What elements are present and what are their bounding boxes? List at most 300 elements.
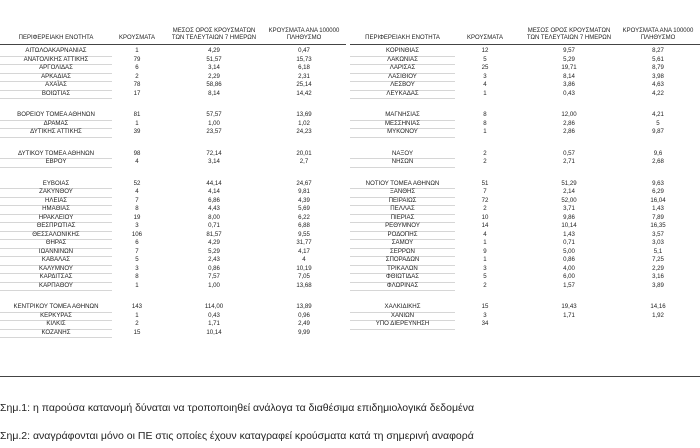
- avg7-cell: 5,29: [563, 55, 575, 63]
- table-row: [0, 273, 346, 282]
- region-cell: ΚΕΡΚΥΡΑΣ: [0, 312, 112, 322]
- note-1: Σημ.1: η παρούσα κατανομή δύναται να τροποποιηθεί ανάλογα τα διαθέσιμα επιδημιολογικά δεδομένα: [0, 402, 475, 414]
- region-cell: ΗΛΕΙΑΣ: [0, 197, 112, 207]
- per100k-cell: 3,03: [652, 239, 664, 246]
- region-cell: ΛΕΥΚΑΔΑΣ: [350, 90, 455, 100]
- avg7-cell: 2,71: [563, 158, 575, 165]
- avg7-cell: 5,29: [208, 247, 220, 255]
- avg7-cell: 12,00: [561, 111, 577, 118]
- region-cell: ΚΑΡΠΑΘΟΥ: [0, 282, 112, 292]
- avg7-cell: 0,86: [208, 264, 220, 272]
- per100k-cell: 9,6: [653, 149, 663, 157]
- per100k-cell: 2,49: [298, 320, 310, 327]
- region-cell: ΑΝΑΤΟΛΙΚΗΣ ΑΤΤΙΚΗΣ: [0, 56, 112, 66]
- group-spacer: [350, 167, 700, 180]
- per100k-cell: 4: [302, 256, 306, 263]
- avg7-cell: 4,29: [208, 47, 220, 54]
- cases-cell: 98: [133, 149, 141, 157]
- region-cell: ΒΟΡΕΙΟΥ ΤΟΜΕΑ ΑΘΗΝΩΝ: [0, 111, 112, 121]
- per100k-cell: 13,68: [296, 281, 312, 289]
- region-cell: ΦΛΩΡΙΝΑΣ: [350, 282, 455, 292]
- table-row: [0, 265, 346, 274]
- region-cell: ΣΠΟΡΑΔΩΝ: [350, 256, 455, 266]
- cases-cell: 15: [481, 303, 489, 310]
- per100k-cell: 4,22: [652, 89, 664, 97]
- per100k-cell: 4,21: [652, 111, 664, 118]
- cases-cell: 79: [133, 55, 141, 63]
- cases-cell: 12: [481, 47, 489, 54]
- per100k-cell: 3,98: [652, 72, 664, 80]
- per100k-cell: 4,17: [298, 247, 310, 255]
- table-row: [0, 282, 346, 291]
- cases-cell: 2: [483, 158, 487, 165]
- cases-cell: 5: [483, 273, 487, 280]
- per100k-cell: 31,77: [296, 239, 312, 246]
- cases-cell: 8: [135, 273, 139, 280]
- region-cell: ΕΒΡΟΥ: [0, 158, 112, 168]
- region-cell: ΜΑΓΝΗΣΙΑΣ: [350, 111, 455, 121]
- avg7-cell: 4,29: [208, 239, 220, 246]
- region-cell: ΔΡΑΜΑΣ: [0, 120, 112, 130]
- region-cell: ΗΜΑΘΙΑΣ: [0, 205, 112, 215]
- per100k-cell: 0,47: [298, 47, 310, 54]
- per100k-cell: 14,16: [650, 303, 666, 310]
- avg7-cell: 8,00: [208, 213, 220, 221]
- cases-cell: 7: [135, 196, 139, 204]
- avg7-cell: 72,14: [206, 149, 222, 157]
- table-row: [0, 56, 346, 65]
- avg7-cell: 10,14: [561, 222, 577, 229]
- region-cell: ΧΑΛΚΙΔΙΚΗΣ: [350, 303, 455, 313]
- note-2: Σημ.2: αναγράφονται μόνο οι ΠΕ στις οποίες έχουν καταγραφεί κρούσματα κατά τη σημερινή αναφορά: [0, 430, 474, 442]
- cases-cell: 5: [483, 55, 487, 63]
- region-cell: ΜΕΣΣΗΝΙΑΣ: [350, 120, 455, 130]
- avg7-cell: 3,14: [208, 64, 220, 71]
- table-row: [0, 205, 346, 214]
- header-avg7: ΜΕΣΟΣ ΟΡΟΣ ΚΡΟΥΣΜΑΤΩΝ ΤΩΝ ΤΕΛΕΥΤΑΙΩΝ 7 ΗΜΕΡΩΝ: [526, 28, 612, 42]
- table-row: [0, 197, 346, 206]
- table-row: [0, 111, 346, 120]
- region-cell: ΒΟΙΩΤΙΑΣ: [0, 90, 112, 100]
- table-row: [350, 56, 700, 65]
- region-cell: ΙΩΑΝΝΙΝΩΝ: [0, 248, 112, 258]
- cases-cell: 1: [135, 47, 139, 54]
- cases-cell: 9: [483, 247, 487, 255]
- header-cases: ΚΡΟΥΣΜΑΤΑ: [119, 35, 155, 42]
- cases-cell: 3: [483, 72, 487, 80]
- region-cell: ΝΗΣΩΝ: [350, 158, 455, 168]
- per100k-cell: 9,99: [298, 328, 310, 336]
- cases-cell: 8: [483, 111, 487, 118]
- header-region: ΠΕΡΙΦΕΡΕΙΑΚΗ ΕΝΟΤΗΤΑ: [18, 35, 94, 42]
- region-cell: ΑΧΑΪΑΣ: [0, 81, 112, 91]
- table-row: [350, 231, 700, 240]
- table-row: [350, 248, 700, 257]
- header-divider: [350, 44, 700, 45]
- avg7-cell: 58,86: [206, 81, 222, 88]
- avg7-cell: 1,71: [208, 320, 220, 327]
- region-cell: ΚΙΛΚΙΣ: [0, 320, 112, 330]
- per100k-cell: 20,01: [296, 149, 312, 157]
- cases-cell: 2: [135, 320, 139, 327]
- avg7-cell: 1,57: [563, 281, 575, 289]
- per100k-cell: 5,69: [298, 205, 310, 212]
- avg7-cell: 19,43: [561, 303, 577, 310]
- avg7-cell: 6,00: [563, 273, 575, 280]
- region-cell: ΖΑΚΥΝΘΟΥ: [0, 188, 112, 198]
- region-cell: ΠΕΛΛΑΣ: [350, 205, 455, 215]
- table-row: [0, 214, 346, 223]
- table-row: [350, 158, 700, 167]
- region-cell: ΜΥΚΟΝΟΥ: [350, 128, 455, 138]
- avg7-cell: 4,00: [563, 264, 575, 272]
- cases-cell: 17: [133, 89, 141, 97]
- per100k-cell: 7,25: [652, 256, 664, 263]
- per100k-cell: 9,81: [298, 188, 310, 195]
- region-cell: ΡΟΔΟΠΗΣ: [350, 231, 455, 241]
- per100k-cell: 2,68: [652, 158, 664, 165]
- table-row: [350, 256, 700, 265]
- region-cell: ΛΑΣΙΘΙΟΥ: [350, 73, 455, 83]
- cases-cell: 2: [135, 72, 139, 80]
- group-spacer: [350, 137, 700, 150]
- cases-cell: 3: [135, 264, 139, 272]
- avg7-cell: 1,00: [208, 119, 220, 127]
- cases-cell: 7: [135, 247, 139, 255]
- avg7-cell: 51,29: [561, 179, 577, 187]
- table-row: [350, 188, 700, 197]
- cases-cell: 3: [483, 311, 487, 319]
- group-spacer: [0, 137, 346, 150]
- cases-cell: 25: [481, 64, 489, 71]
- region-cell: ΝΑΞΟΥ: [350, 150, 455, 160]
- per100k-cell: 2,7: [299, 158, 309, 165]
- per100k-cell: 6,18: [298, 64, 310, 71]
- cases-cell: 106: [131, 230, 143, 238]
- region-cell: ΗΡΑΚΛΕΙΟΥ: [0, 214, 112, 224]
- table-row: [350, 73, 700, 82]
- table-row: [350, 265, 700, 274]
- table-row: [350, 273, 700, 282]
- avg7-cell: 23,57: [206, 128, 222, 135]
- per100k-cell: 6,29: [652, 188, 664, 195]
- table-row: [0, 158, 346, 167]
- region-cell: ΡΕΘΥΜΝΟΥ: [350, 222, 455, 232]
- cases-cell: 3: [483, 264, 487, 272]
- avg7-cell: 0,86: [563, 256, 575, 263]
- table-row: [350, 120, 700, 129]
- region-cell: ΑΡΚΑΔΙΑΣ: [0, 73, 112, 83]
- per100k-cell: 8,79: [652, 64, 664, 71]
- table-row: [0, 239, 346, 248]
- table-row: [0, 320, 346, 329]
- region-cell: ΘΕΣΣΑΛΟΝΙΚΗΣ: [0, 231, 112, 241]
- header-divider: [0, 44, 346, 45]
- cases-cell: 15: [133, 328, 141, 336]
- cases-cell: 1: [483, 256, 487, 263]
- right-table-header: [350, 12, 700, 44]
- region-cell: ΕΥΒΟΙΑΣ: [0, 180, 112, 190]
- table-row: [0, 329, 346, 338]
- table-row: [0, 128, 346, 137]
- per100k-cell: 6,22: [298, 213, 310, 221]
- per100k-cell: 4,39: [298, 196, 310, 204]
- table-row: [0, 120, 346, 129]
- per100k-cell: 13,89: [296, 303, 312, 310]
- avg7-cell: 57,57: [206, 111, 222, 118]
- per100k-cell: 8,27: [652, 47, 664, 54]
- per100k-cell: 15,73: [296, 55, 312, 63]
- table-row: [350, 303, 700, 312]
- group-spacer: [0, 98, 346, 111]
- table-row: [0, 256, 346, 265]
- region-cell: ΚΕΝΤΡΙΚΟΥ ΤΟΜΕΑ ΑΘΗΝΩΝ: [0, 303, 112, 313]
- avg7-cell: 2,29: [208, 72, 220, 80]
- table-row: [350, 128, 700, 137]
- right-table: [350, 12, 700, 329]
- avg7-cell: 114,00: [204, 303, 224, 310]
- avg7-cell: 0,71: [563, 239, 575, 246]
- table-row: [350, 205, 700, 214]
- per100k-cell: 7,89: [652, 213, 664, 221]
- table-row: [350, 64, 700, 73]
- region-cell: ΧΑΝΙΩΝ: [350, 312, 455, 322]
- per100k-cell: 9,87: [652, 128, 664, 135]
- table-row: [0, 231, 346, 240]
- cases-cell: 7: [483, 188, 487, 195]
- table-row: [0, 64, 346, 73]
- left-table-header: [0, 12, 346, 44]
- avg7-cell: 8,14: [208, 89, 220, 97]
- per100k-cell: 5,1: [653, 247, 663, 255]
- table-row: [350, 81, 700, 90]
- avg7-cell: 0,57: [563, 149, 575, 157]
- table-row: [0, 312, 346, 321]
- cases-cell: 4: [483, 81, 487, 88]
- table-row: [350, 111, 700, 120]
- cases-cell: 1: [135, 281, 139, 289]
- per100k-cell: 3,16: [652, 273, 664, 280]
- avg7-cell: 6,86: [208, 196, 220, 204]
- avg7-cell: 7,57: [208, 273, 220, 280]
- region-cell: ΣΑΜΟΥ: [350, 239, 455, 249]
- avg7-cell: 52,00: [561, 196, 577, 204]
- cases-cell: 6: [135, 239, 139, 246]
- cases-cell: 6: [135, 64, 139, 71]
- table-row: [0, 90, 346, 99]
- avg7-cell: 10,14: [206, 328, 222, 336]
- avg7-cell: 19,71: [561, 64, 577, 71]
- region-cell: ΚΑΛΥΜΝΟΥ: [0, 265, 112, 275]
- table-row: [350, 180, 700, 189]
- table-row: [0, 222, 346, 231]
- region-cell: ΚΟΖΑΝΗΣ: [0, 329, 112, 339]
- table-row: [0, 303, 346, 312]
- per100k-cell: 24,23: [296, 128, 312, 135]
- avg7-cell: 2,86: [563, 119, 575, 127]
- avg7-cell: 3,71: [563, 205, 575, 212]
- per100k-cell: 4,63: [652, 81, 664, 88]
- table-row: [350, 239, 700, 248]
- avg7-cell: 9,86: [563, 213, 575, 221]
- avg7-cell: 81,57: [206, 230, 222, 238]
- avg7-cell: 1,71: [563, 311, 575, 319]
- cases-cell: 4: [483, 230, 487, 238]
- per100k-cell: 9,63: [652, 179, 664, 187]
- avg7-cell: 9,57: [563, 47, 575, 54]
- header-cases: ΚΡΟΥΣΜΑΤΑ: [467, 35, 503, 42]
- per100k-cell: 9,55: [298, 230, 310, 238]
- left-table-body: [0, 47, 346, 337]
- region-cell: ΛΕΣΒΟΥ: [350, 81, 455, 91]
- region-cell: ΥΠΟ ΔΙΕΡΕΥΝΗΣΗ: [350, 320, 455, 330]
- avg7-cell: 1,00: [208, 281, 220, 289]
- per100k-cell: 6,88: [298, 222, 310, 229]
- region-cell: ΔΥΤΙΚΗΣ ΑΤΤΙΚΗΣ: [0, 128, 112, 138]
- region-cell: ΤΡΙΚΑΛΩΝ: [350, 265, 455, 275]
- avg7-cell: 0,43: [563, 89, 575, 97]
- region-cell: ΚΟΡΙΝΘΙΑΣ: [350, 47, 455, 57]
- cases-cell: 1: [135, 311, 139, 319]
- region-cell: ΦΘΙΩΤΙΔΑΣ: [350, 273, 455, 283]
- table-row: [0, 248, 346, 257]
- per100k-cell: 24,67: [296, 179, 312, 187]
- per100k-cell: 5: [656, 119, 660, 127]
- cases-cell: 72: [481, 196, 489, 204]
- table-row: [350, 150, 700, 159]
- table-row: [350, 197, 700, 206]
- table-row: [350, 282, 700, 291]
- cases-cell: 1: [483, 128, 487, 135]
- region-cell: ΘΕΣΠΡΩΤΙΑΣ: [0, 222, 112, 232]
- per100k-cell: 3,89: [652, 281, 664, 289]
- table-bottom-rule: [0, 376, 700, 377]
- cases-cell: 4: [135, 158, 139, 165]
- cases-cell: 8: [483, 119, 487, 127]
- header-avg7: ΜΕΣΟΣ ΟΡΟΣ ΚΡΟΥΣΜΑΤΩΝ ΤΩΝ ΤΕΛΕΥΤΑΙΩΝ 7 ΗΜΕΡΩΝ: [171, 28, 257, 42]
- avg7-cell: 4,43: [208, 205, 220, 212]
- per100k-cell: 13,69: [296, 111, 312, 118]
- per100k-cell: 2,31: [298, 72, 310, 80]
- per100k-cell: 7,05: [298, 273, 310, 280]
- per100k-cell: 16,35: [650, 222, 666, 229]
- cases-cell: 52: [133, 179, 141, 187]
- cases-cell: 78: [133, 81, 141, 88]
- cases-cell: 1: [135, 119, 139, 127]
- cases-cell: 5: [135, 256, 139, 263]
- avg7-cell: 2,14: [563, 188, 575, 195]
- table-row: [350, 214, 700, 223]
- cases-cell: 81: [133, 111, 141, 118]
- cases-cell: 19: [133, 213, 141, 221]
- cases-cell: 1: [483, 89, 487, 97]
- per100k-cell: 1,92: [652, 311, 664, 319]
- cases-cell: 14: [481, 222, 489, 229]
- avg7-cell: 0,71: [208, 222, 220, 229]
- region-cell: ΠΙΕΡΙΑΣ: [350, 214, 455, 224]
- table-row: [350, 320, 700, 329]
- cases-cell: 51: [481, 179, 489, 187]
- cases-cell: 3: [135, 222, 139, 229]
- per100k-cell: 5,61: [652, 55, 664, 63]
- left-table: [0, 12, 346, 337]
- per100k-cell: 10,19: [296, 264, 312, 272]
- cases-cell: 143: [131, 303, 143, 310]
- avg7-cell: 8,14: [563, 72, 575, 80]
- table-row: [0, 81, 346, 90]
- per100k-cell: 25,14: [296, 81, 312, 88]
- per100k-cell: 0,96: [298, 311, 310, 319]
- region-cell: ΚΑΡΔΙΤΣΑΣ: [0, 273, 112, 283]
- per100k-cell: 14,42: [296, 89, 312, 97]
- per100k-cell: 16,04: [650, 196, 666, 204]
- cases-cell: 2: [483, 149, 487, 157]
- region-cell: ΣΕΡΡΩΝ: [350, 248, 455, 258]
- cases-cell: 10: [481, 213, 489, 221]
- header-per100k: ΚΡΟΥΣΜΑΤΑ ΑΝΑ 100000 ΠΛΗΘΥΣΜΟ: [622, 28, 694, 42]
- avg7-cell: 5,00: [563, 247, 575, 255]
- cases-cell: 34: [481, 320, 489, 327]
- cases-cell: 2: [483, 281, 487, 289]
- group-spacer: [350, 290, 700, 303]
- per100k-cell: 2,29: [652, 264, 664, 272]
- per100k-cell: 1,02: [298, 119, 310, 127]
- region-cell: ΛΑΚΩΝΙΑΣ: [350, 56, 455, 66]
- table-row: [0, 180, 346, 189]
- table-row: [0, 150, 346, 159]
- cases-cell: 4: [135, 188, 139, 195]
- avg7-cell: 2,86: [563, 128, 575, 135]
- per100k-cell: 3,57: [652, 230, 664, 238]
- table-row: [0, 188, 346, 197]
- header-region: ΠΕΡΙΦΕΡΕΙΑΚΗ ΕΝΟΤΗΤΑ: [365, 35, 440, 42]
- table-row: [0, 47, 346, 56]
- region-cell: ΚΑΒΑΛΑΣ: [0, 256, 112, 266]
- region-cell: ΠΕΙΡΑΙΩΣ: [350, 197, 455, 207]
- cases-cell: 39: [133, 128, 141, 135]
- table-row: [350, 90, 700, 99]
- region-cell: ΔΥΤΙΚΟΥ ΤΟΜΕΑ ΑΘΗΝΩΝ: [0, 150, 112, 160]
- avg7-cell: 3,14: [208, 158, 220, 165]
- table-row: [350, 47, 700, 56]
- cases-cell: 2: [483, 205, 487, 212]
- table-row: [350, 312, 700, 321]
- region-cell: ΑΡΓΟΛΙΔΑΣ: [0, 64, 112, 74]
- avg7-cell: 0,43: [208, 311, 220, 319]
- per100k-cell: 1,43: [652, 205, 664, 212]
- cases-cell: 1: [483, 239, 487, 246]
- cases-cell: 8: [135, 205, 139, 212]
- region-cell: ΞΑΝΘΗΣ: [350, 188, 455, 198]
- region-cell: ΑΙΤΩΛΟΑΚΑΡΝΑΝΙΑΣ: [0, 47, 112, 57]
- table-row: [0, 73, 346, 82]
- table-row: [350, 222, 700, 231]
- avg7-cell: 44,14: [206, 179, 222, 187]
- region-cell: ΛΑΡΙΣΑΣ: [350, 64, 455, 74]
- avg7-cell: 3,86: [563, 81, 575, 88]
- right-table-body: [350, 47, 700, 329]
- region-cell: ΘΗΡΑΣ: [0, 239, 112, 249]
- group-spacer: [0, 167, 346, 180]
- avg7-cell: 2,43: [208, 256, 220, 263]
- avg7-cell: 51,57: [206, 55, 222, 63]
- group-spacer: [350, 98, 700, 111]
- group-spacer: [0, 290, 346, 303]
- region-cell: ΝΟΤΙΟΥ ΤΟΜΕΑ ΑΘΗΝΩΝ: [350, 180, 455, 190]
- header-per100k: ΚΡΟΥΣΜΑΤΑ ΑΝΑ 100000 ΠΛΗΘΥΣΜΟ: [268, 28, 340, 42]
- avg7-cell: 4,14: [208, 188, 220, 195]
- avg7-cell: 1,43: [563, 230, 575, 238]
